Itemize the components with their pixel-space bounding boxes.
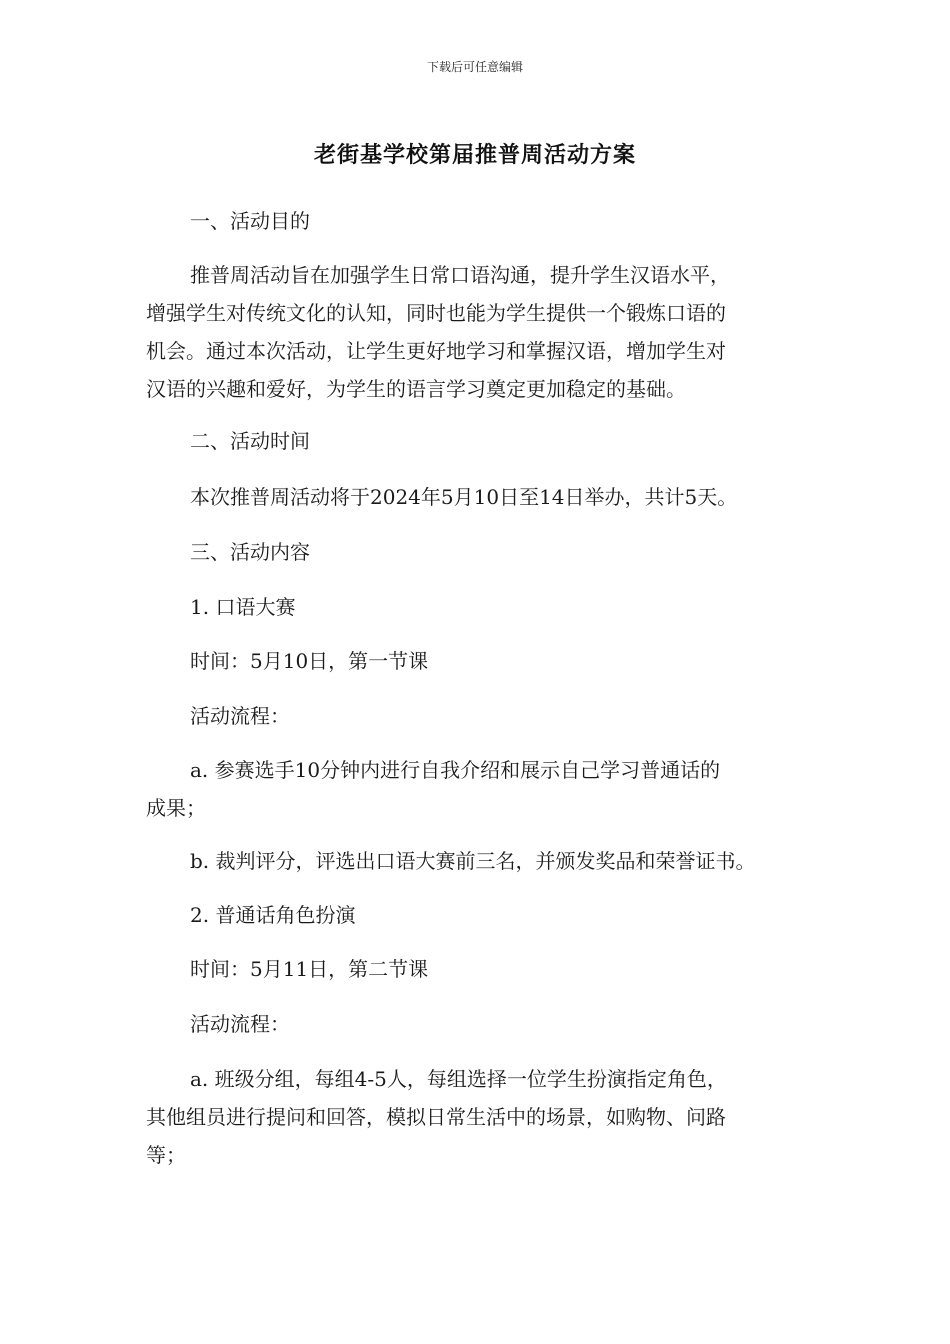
heading-text: 一、活动目的 (190, 209, 310, 233)
item-time-text: 时间：5月11日，第二节课 (190, 957, 429, 981)
paragraph-line: 推普周活动旨在加强学生日常口语沟通，提升学生汉语水平， (190, 263, 730, 287)
item-title-text: 1. 口语大赛 (190, 595, 296, 619)
paragraph-line: 机会。通过本次活动，让学生更好地学习和掌握汉语，增加学生对 (146, 339, 726, 363)
document-title: 老街基学校第届推普周活动方案 (313, 143, 636, 168)
step-line: 其他组员进行提问和回答，模拟日常生活中的场景，如购物、问路 (146, 1105, 726, 1129)
paragraph-purpose (146, 256, 826, 408)
paragraph-line: 增强学生对传统文化的认知，同时也能为学生提供一个锻炼口语的 (146, 301, 726, 325)
step-line: a. 班级分组，每组4-5人，每组选择一位学生扮演指定角色， (190, 1067, 727, 1091)
step-line: b. 裁判评分，评选出口语大赛前三名，并颁发奖品和荣誉证书。 (190, 849, 756, 873)
heading-text: 三、活动内容 (190, 540, 310, 564)
item1-step-b (146, 842, 826, 880)
item-title-role-play (146, 896, 826, 934)
paragraph-line: 汉语的兴趣和爱好，为学生的语言学习奠定更加稳定的基础。 (146, 377, 686, 401)
flow-label-text: 活动流程： (190, 1012, 290, 1036)
flow-label-text: 活动流程： (190, 704, 290, 728)
section-heading-time (146, 422, 826, 460)
item-title-text: 2. 普通话角色扮演 (190, 903, 356, 927)
heading-text: 二、活动时间 (190, 429, 310, 453)
item-title-oral-contest (146, 588, 826, 626)
step-line: 成果； (146, 796, 206, 820)
item-flow-label-1 (146, 697, 826, 735)
section-heading-purpose (146, 202, 826, 240)
item-flow-label-2 (146, 1005, 826, 1043)
section-heading-content (146, 533, 826, 571)
header-note: 下载后可任意编辑 (426, 60, 523, 74)
item2-step-a (146, 1060, 826, 1174)
item1-step-a (146, 751, 826, 827)
item-time-role-play (146, 950, 826, 988)
step-line: a. 参赛选手10分钟内进行自我介绍和展示自己学习普通话的 (190, 758, 721, 782)
item-time-text: 时间：5月10日，第一节课 (190, 649, 429, 673)
paragraph-time (146, 478, 826, 516)
step-line: 等； (146, 1143, 186, 1167)
paragraph-line: 本次推普周活动将于2024年5月10日至14日举办，共计5天。 (190, 485, 738, 509)
item-time-oral-contest (146, 642, 826, 680)
